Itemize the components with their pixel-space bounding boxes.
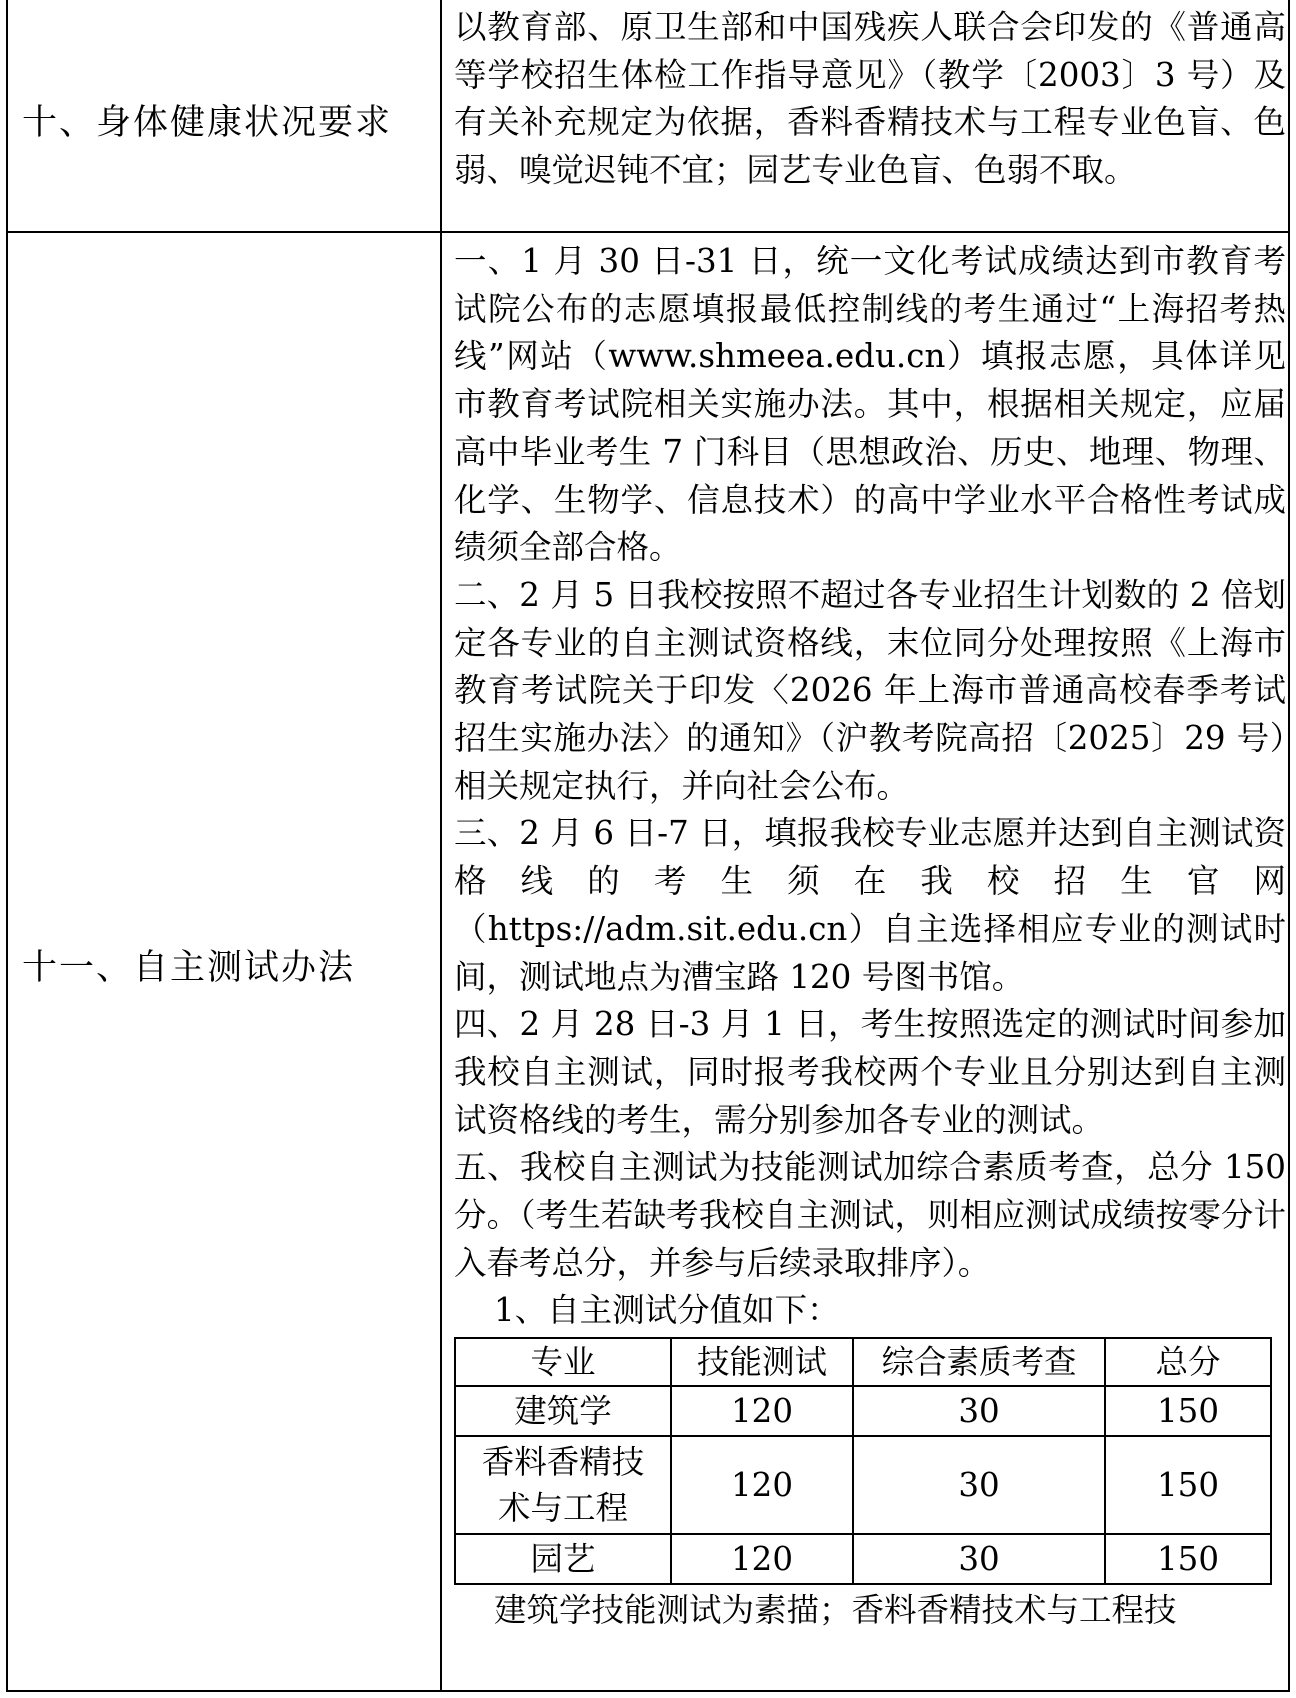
cell-quality: 30 [853,1386,1105,1436]
test-paragraph-3-cont: （https://adm.sit.edu.cn）自主选择相应专业的测试时间，测试地点为漕宝路 120 号图书馆。 [454,909,1286,996]
table-row [455,1534,1271,1584]
test-paragraph-2: 二、2 月 5 日我校按照不超过各专业招生计划数的 2 倍划定各专业的自主测试资格线，末位同分处理按照《上海市教育考试院关于印发〈2026 年上海市普通高校春季考试招生实施办法〉的通知》（沪教考院高招〔2025〕29 号）相关规定执行，并向社会公布。 [454,575,1286,805]
cell-major: 建筑学 [455,1386,671,1436]
cell-major: 园艺 [455,1534,671,1584]
cell-total: 150 [1105,1386,1271,1436]
test-paragraph-4: 四、2 月 28 日-3 月 1 日，考生按照选定的测试时间参加我校自主测试，同时报考我校两个专业且分别达到自主测试资格线的考生，需分别参加各专业的测试。 [454,1005,1286,1139]
row-divider [8,231,1288,233]
row-label-test: 十一、自主测试办法 [22,948,356,988]
table-row [455,1386,1271,1436]
score-table [454,1337,1272,1585]
test-paragraph-5: 五、我校自主测试为技能测试加综合素质考查，总分 150 分。（考生若缺考我校自主测试，则相应测试成绩按零分计入春考总分，并参与后续录取排序）。 [454,1148,1286,1282]
score-intro: 1、自主测试分值如下： [494,1291,840,1330]
cell-skill: 120 [671,1386,853,1436]
cell-quality: 30 [853,1436,1105,1534]
document-table [6,0,1290,1692]
cell-quality: 30 [853,1534,1105,1584]
header-major: 专业 [455,1338,671,1386]
cell-total: 150 [1105,1534,1271,1584]
cell-skill: 120 [671,1436,853,1534]
header-quality: 综合素质考查 [853,1338,1105,1386]
test-paragraph-1: 一、1 月 30 日-31 日，统一文化考试成绩达到市教育考试院公布的志愿填报最低控制线的考生通过“上海招考热线”网站（www.shmeea.edu.cn）填报志愿，具体详见市教育考试院相关实施办法。其中，根据相关规定，应届高中毕业考生 7 门科目（思想政治、历史、地理、物理、化学、生物学、信息技术）的高中学业水平合格性考试成绩须全部合格。 [454,242,1286,567]
table-row [455,1436,1271,1534]
row-content-health [454,4,1286,195]
header-total: 总分 [1105,1338,1271,1386]
test-paragraph-3: 三、2 月 6 日-7 日，填报我校专业志愿并达到自主测试资格线的考生须在我校招生官网 [454,814,1286,901]
column-divider [440,0,442,1690]
cell-major: 香料香精技术与工程 [455,1436,671,1534]
row-label-health: 十、身体健康状况要求 [22,103,393,143]
header-skill: 技能测试 [671,1338,853,1386]
cell-total: 150 [1105,1436,1271,1534]
score-table-header [455,1338,1271,1386]
trailing-paragraph: 建筑学技能测试为素描；香料香精技术与工程技 [494,1591,1177,1630]
health-paragraph: 以教育部、原卫生部和中国残疾人联合会印发的《普通高等学校招生体检工作指导意见》（教学〔2003〕3 号）及有关补充规定为依据，香料香精技术与工程专业色盲、色弱、嗅觉迟钝不宜；园艺专业色盲、色弱不取。 [454,8,1286,190]
cell-skill: 120 [671,1534,853,1584]
row-content-test [454,238,1286,1635]
